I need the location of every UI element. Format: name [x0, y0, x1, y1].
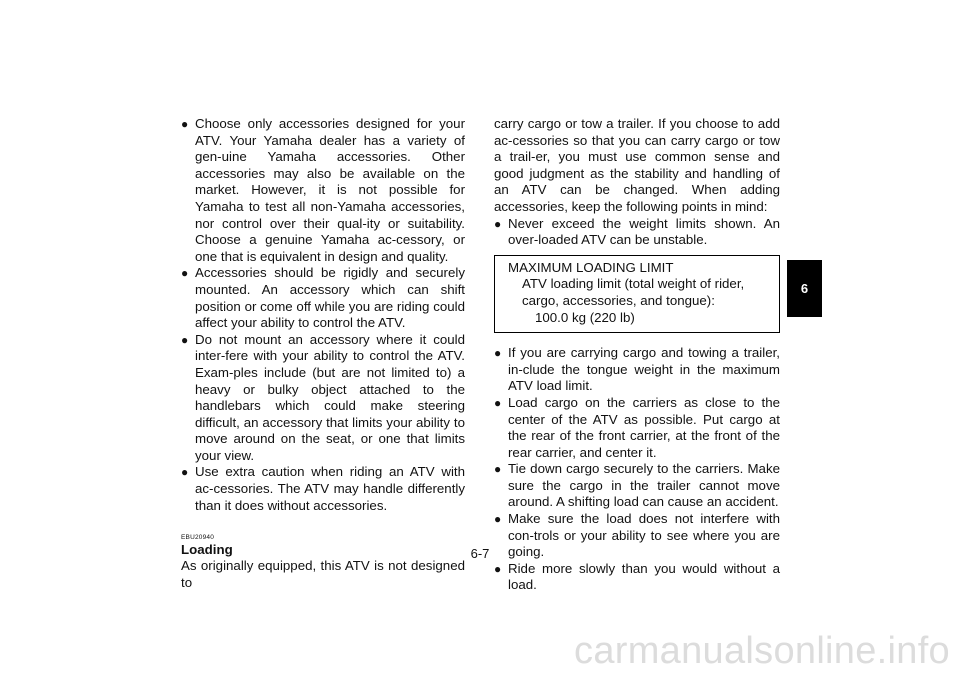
bullet-icon: ● — [181, 266, 189, 281]
bullet-icon: ● — [181, 465, 189, 480]
list-item-text: Choose only accessories designed for your ATV. Your Yamaha dealer has a variety of gen-uine Yamaha accessories. Other accessories may also be available on the market. However, it is not possible for Yamaha to test all non-Yamaha accessories, nor control over their qual-ity or suitability. Choose a genuine Yamaha ac-cessory, or one that is equivalent in design and quality. — [195, 116, 465, 264]
list-item — [181, 265, 465, 331]
continued-paragraph: carry cargo or tow a trailer. If you choose to add ac-cessories so that you can carry cargo or tow a trail-er, you must use common sense and good judgment as the stability and handling of an ATV can be changed. When adding accessories, keep the following points in mind: — [494, 116, 780, 214]
bullet-icon: ● — [181, 117, 189, 131]
list-item-text: Load cargo on the carriers as close to the center of the ATV as possible. Put cargo at the rear of the front carrier, at the front of the rear carrier, and center it. — [508, 394, 780, 460]
list-item-text: Make sure the load does not interfere with con-trols or your ability to see where you are going. — [508, 511, 780, 560]
list-item-text: Ride more slowly than you would without a load. — [508, 560, 780, 593]
bullet-icon: ● — [494, 462, 502, 477]
list-item-text: Never exceed the weight limits shown. An over-loaded ATV can be unstable. — [508, 215, 780, 248]
list-item — [494, 561, 780, 594]
list-item — [181, 332, 465, 465]
bullet-icon: ● — [494, 216, 502, 231]
list-item — [494, 461, 780, 511]
list-item-text: Use extra caution when riding an ATV with ac-cessories. The ATV may handle differently than it does without accessories. — [195, 464, 465, 513]
section-title: Loading — [181, 542, 233, 558]
loading-limit-heading: MAXIMUM LOADING LIMIT — [508, 259, 674, 275]
loading-limit-box — [494, 255, 780, 333]
list-item — [181, 116, 465, 265]
list-item-text: If you are carrying cargo and towing a trailer, in-clude the tongue weight in the maximum ATV load limit. — [508, 345, 780, 394]
list-item — [494, 216, 780, 249]
list-item — [494, 395, 780, 461]
watermark: carmanualsonline.info — [574, 630, 950, 672]
bullet-icon: ● — [494, 561, 502, 576]
bullet-icon: ● — [494, 346, 502, 361]
section-intro: As originally equipped, this ATV is not designed to — [181, 558, 465, 590]
left-column — [181, 116, 465, 591]
list-item-text: Do not mount an accessory where it could inter-fere with your ability to control the ATV. Exam-ples include (but are not limited to) a heavy or bulky object attached to the handlebars which could make steering difficult, an accessory that limits your ability to move around on the seat, or one that limits your view. — [195, 331, 465, 463]
page-number: 6-7 — [470, 546, 490, 561]
list-item — [181, 464, 465, 514]
loading-limit-description: ATV loading limit (total weight of rider, cargo, accessories, and tongue): — [522, 276, 745, 308]
right-column — [494, 116, 780, 594]
bullet-icon: ● — [494, 512, 502, 527]
list-item — [494, 345, 780, 395]
list-item-text: Tie down cargo securely to the carriers. Make sure the cargo in the trailer cannot move around. A shifting load can cause an accident. — [508, 461, 780, 510]
section-code: EBU20940 — [181, 534, 215, 542]
list-item-text: Accessories should be rigidly and securely mounted. An accessory which can shift position or come off while you are riding could affect your ability to control the ATV. — [195, 265, 465, 331]
bullet-icon: ● — [181, 332, 189, 347]
chapter-tab: 6 — [787, 260, 822, 317]
bullet-icon: ● — [494, 395, 502, 410]
loading-limit-value: 100.0 kg (220 lb) — [535, 309, 635, 325]
